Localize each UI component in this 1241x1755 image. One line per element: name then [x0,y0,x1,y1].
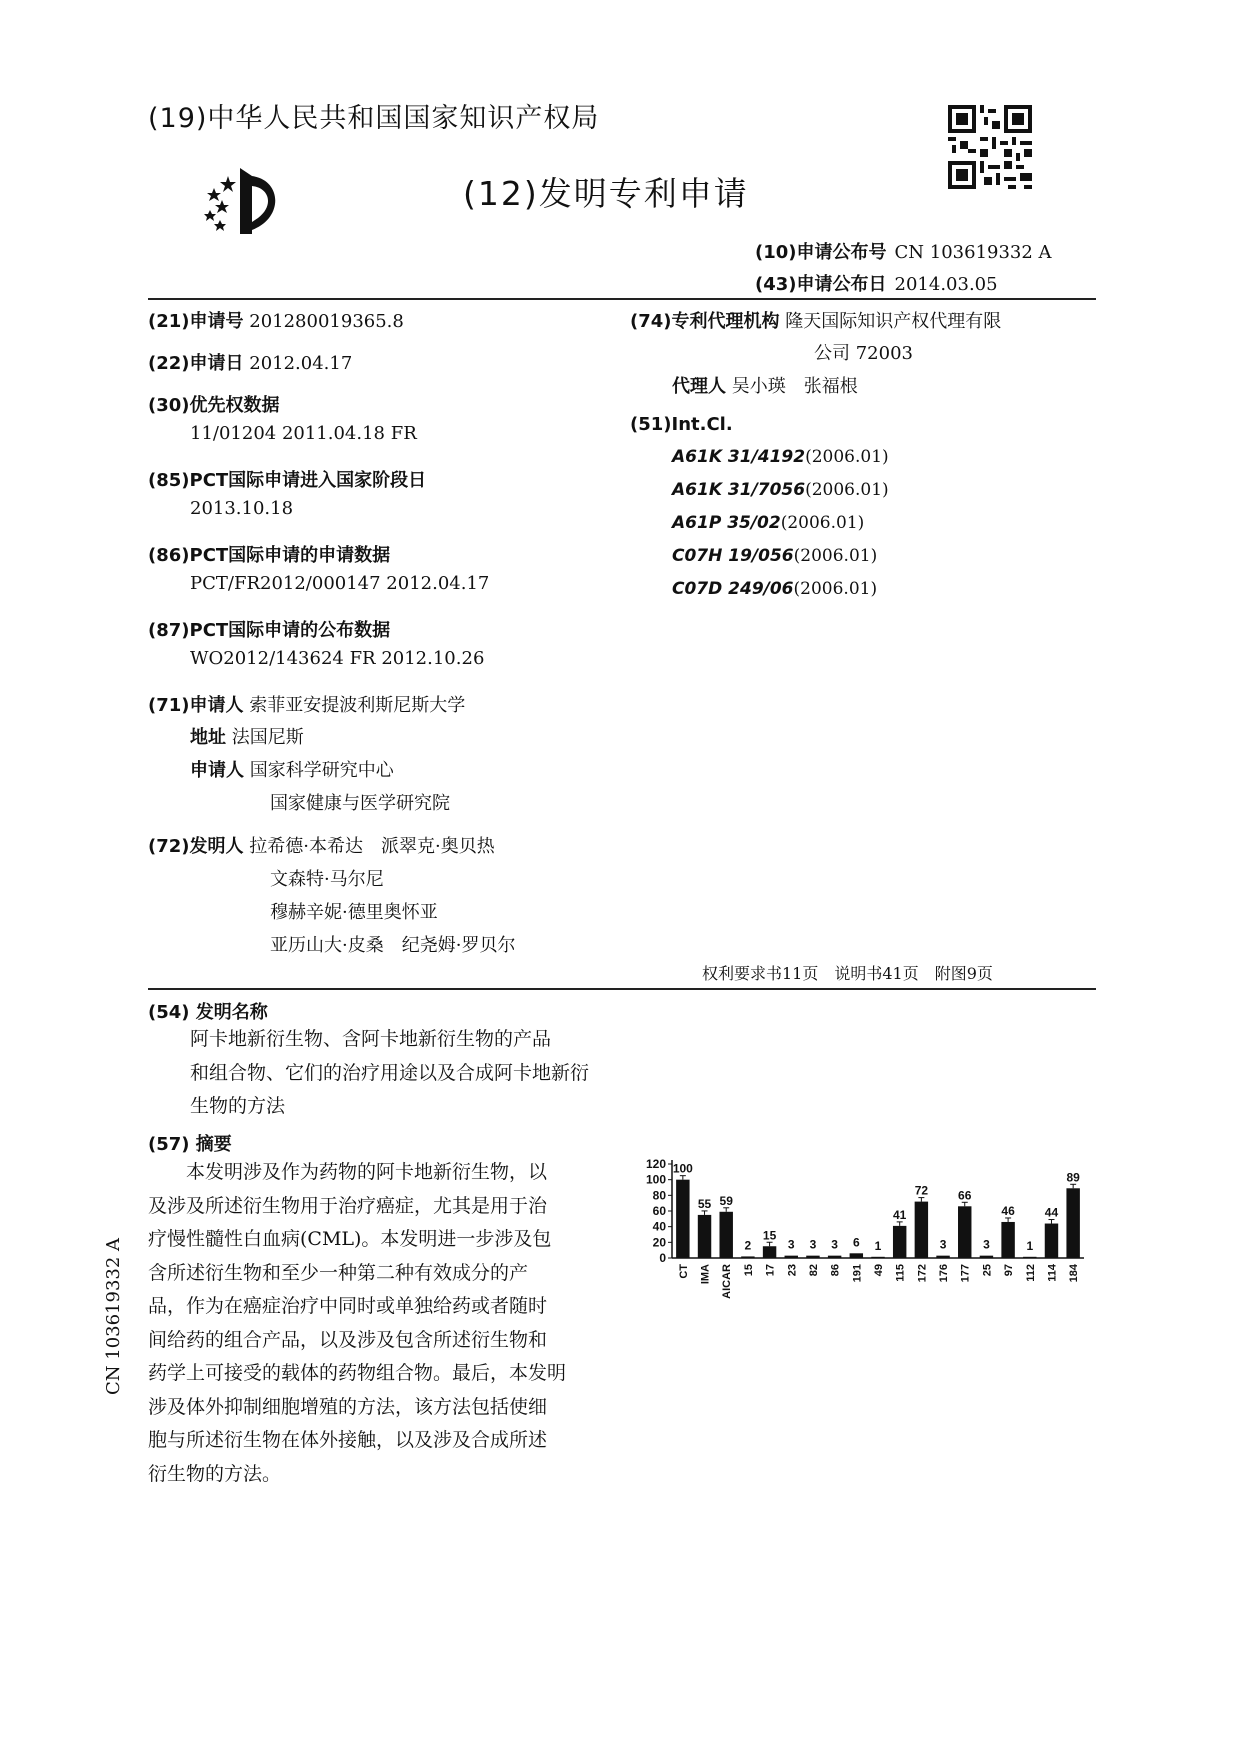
ipc-entry [672,480,889,500]
pct-pub-data: WO2012/143624 FR 2012.10.26 [190,648,485,669]
priority-data: 11/01204 2011.04.18 FR [190,423,417,444]
bar [893,1226,906,1258]
abstract-line: 间给药的组合产品，以及涉及包含所述衍生物和 [148,1328,548,1351]
data-label: 3 [787,1237,795,1252]
inventor-line: 穆赫辛妮·德里奥怀亚 [270,902,438,923]
page-counts: 权利要求书11页 说明书41页 附图9页 [702,964,993,983]
pct-pub-label [148,616,390,642]
ipc-entry [672,546,877,566]
ipc-code: A61K 31/7056 [672,480,806,500]
y-tick-label: 100 [645,1172,666,1187]
bar [719,1212,732,1258]
category-label: 114 [1046,1264,1059,1282]
middle-rule [148,988,1096,990]
abstract-line: 本发明涉及作为药物的阿卡地新衍生物，以 [148,1161,548,1183]
category-label: 112 [1024,1264,1037,1282]
ipc-entry [672,513,864,533]
category-label: AICAR [721,1264,734,1299]
bar [915,1202,928,1258]
applicant-1: 索菲亚安提波利斯尼斯大学 [249,695,466,716]
pub-date-label: (43)申请公布日 [755,274,887,295]
data-label: 2 [744,1238,752,1253]
priority-label-text: (30)优先权数据 [148,395,280,416]
pct-national-label [148,466,426,492]
category-label: 115 [894,1264,907,1282]
title-line: 阿卡地新衍生物、含阿卡地新衍生物的产品 [190,1028,552,1050]
agency-row [630,307,1001,333]
pct-national-label-text: (85)PCT国际申请进入国家阶段日 [148,470,427,491]
bar [676,1180,689,1258]
ipc-code: A61K 31/4192 [672,447,806,467]
data-label: 3 [809,1237,817,1252]
applicant-row [148,691,465,717]
abstract-bar-chart [636,1140,1096,1320]
pub-date-row [755,270,998,296]
category-label: 176 [938,1264,951,1283]
y-tick-label: 0 [659,1251,666,1265]
office-name: (19)中华人民共和国国家知识产权局 [148,103,600,134]
y-tick-label: 20 [652,1235,666,1250]
agency-label: (74)专利代理机构 [630,311,780,332]
applicant-label: (71)申请人 [148,695,244,716]
bar [741,1256,754,1258]
ipc-version: (2006.01) [793,546,878,566]
data-label: 66 [958,1188,972,1203]
priority-label [148,391,280,417]
bar [806,1256,819,1258]
bar [958,1206,971,1258]
bar [763,1246,776,1258]
agency-line-2: 公司 72003 [814,343,913,364]
pct-app-data: PCT/FR2012/000147 2012.04.17 [190,573,490,594]
bar [871,1257,884,1258]
abstract-line: 涉及体外抑制细胞增殖的方法，该方法包括使细 [148,1395,548,1418]
abstract-heading: (57) 摘要 [148,1134,232,1155]
abstract-line: 药学上可接受的载体的药物组合物。最后，本发明 [148,1362,567,1384]
bar [936,1256,949,1258]
bar [828,1256,841,1258]
abstract-text [148,1156,628,1491]
address-label: 地址 [190,727,226,748]
abstract-line: 衍生物的方法。 [148,1462,282,1485]
inventor-line: 亚历山大·皮桑 纪尧姆·罗贝尔 [270,935,516,956]
abstract-line: 及涉及所述衍生物用于治疗癌症，尤其是用于治 [148,1194,548,1217]
side-publication-code: CN 103619332 A [103,1237,124,1395]
category-label: 184 [1068,1264,1081,1283]
inventor-label: (72)发明人 [148,836,244,857]
invention-title [190,1023,620,1124]
inventor-row [148,832,495,858]
data-label: 55 [697,1196,712,1211]
bar [785,1256,798,1258]
applicant-3: 国家健康与医学研究院 [270,793,450,814]
category-label: 49 [873,1264,885,1277]
address-row [190,723,304,749]
cnipa-logo [200,166,290,236]
filing-date-label: (22)申请日 [148,353,244,374]
bar [1023,1257,1036,1258]
abstract-line: 品，作为在癌症治疗中同时或单独给药或者随时 [148,1295,548,1317]
y-tick-label: 80 [652,1188,666,1203]
app-number-label: (21)申请号 [148,311,244,332]
category-label: 23 [786,1264,799,1277]
pub-date: 2014.03.05 [894,274,998,295]
address: 法国尼斯 [231,727,304,748]
data-label: 44 [1044,1205,1059,1220]
pct-app-label [148,541,390,567]
ipc-entry [672,579,877,599]
pub-number: CN 103619332 A [894,242,1052,263]
ipc-code: A61P 35/02 [672,513,781,533]
category-label: 86 [829,1264,842,1277]
data-label: 1 [874,1239,882,1254]
title-line: 生物的方法 [190,1095,286,1117]
int-cl-label-text: (51)Int.Cl. [630,414,733,435]
ipc-code: C07D 249/06 [672,579,794,599]
applicant-2-row [190,756,394,782]
pct-app-label-text: (86)PCT国际申请的申请数据 [148,545,391,566]
app-number: 201280019365.8 [249,311,404,332]
y-tick-label: 60 [652,1204,666,1218]
data-label: 6 [852,1235,860,1250]
data-label: 72 [914,1183,929,1198]
agent-label: 代理人 [672,376,726,397]
category-label: 191 [851,1264,864,1283]
pct-pub-label-text: (87)PCT国际申请的公布数据 [148,620,391,641]
int-cl-label [630,414,733,435]
category-label: 177 [959,1264,972,1283]
category-label: CT [677,1264,690,1279]
ipc-version: (2006.01) [805,480,889,500]
data-label: 59 [719,1193,733,1208]
category-label: 82 [807,1264,820,1277]
data-label: 3 [983,1237,990,1252]
category-label: 17 [764,1264,777,1277]
agent-row [672,372,858,398]
title-line: 和组合物、它们的治疗用途以及合成阿卡地新衍 [190,1061,590,1084]
abstract-line: 含所述衍生物和至少一种第二种有效成分的产 [148,1261,529,1284]
filing-date-row [148,349,352,375]
category-label: 97 [1003,1264,1016,1277]
applicant-2-label: 申请人 [190,760,244,781]
ipc-code: C07H 19/056 [672,546,794,566]
qr-code [948,105,1032,189]
inventor-line: 拉希德·本希达 派翠克·奥贝热 [249,836,495,857]
ipc-entry [672,447,889,467]
abstract-line: 胞与所述衍生物在体外接触，以及涉及合成所述 [148,1429,548,1451]
category-label: 25 [981,1264,994,1277]
ipc-version: (2006.01) [793,579,878,599]
bar [850,1253,863,1258]
data-label: 15 [762,1228,777,1243]
agents: 吴小瑛 张福根 [731,376,858,397]
pct-national-date: 2013.10.18 [190,498,294,519]
applicant-2: 国家科学研究中心 [249,760,394,781]
data-label: 46 [1001,1203,1015,1218]
category-label: 15 [742,1264,755,1277]
agency: 隆天国际知识产权代理有限 [785,311,1002,332]
title-heading: (54) 发明名称 [148,1002,268,1023]
bar [698,1215,711,1258]
category-label: 172 [916,1264,929,1283]
data-label: 41 [893,1207,907,1222]
doc-type: (12)发明专利申请 [463,174,749,213]
abstract-line: 疗慢性髓性白血病(CML)。本发明进一步涉及包 [148,1228,552,1250]
bar [1066,1188,1079,1258]
y-tick-label: 120 [645,1157,666,1171]
data-label: 89 [1066,1170,1080,1185]
y-tick-label: 40 [652,1219,666,1234]
header-rule [148,298,1096,300]
ipc-version: (2006.01) [805,447,889,467]
data-label: 3 [939,1237,947,1252]
bar [1001,1222,1014,1258]
data-label: 3 [831,1237,838,1252]
category-label: IMA [699,1264,712,1285]
bar [1045,1224,1058,1258]
ipc-version: (2006.01) [780,513,865,533]
data-label: 1 [1026,1239,1034,1254]
bar [980,1256,993,1258]
pub-number-label: (10)申请公布号 [755,242,887,263]
app-number-row [148,307,404,333]
pub-number-row [755,238,1052,264]
inventor-line: 文森特·马尔尼 [270,869,384,890]
filing-date: 2012.04.17 [249,353,353,374]
data-label: 100 [672,1161,693,1176]
